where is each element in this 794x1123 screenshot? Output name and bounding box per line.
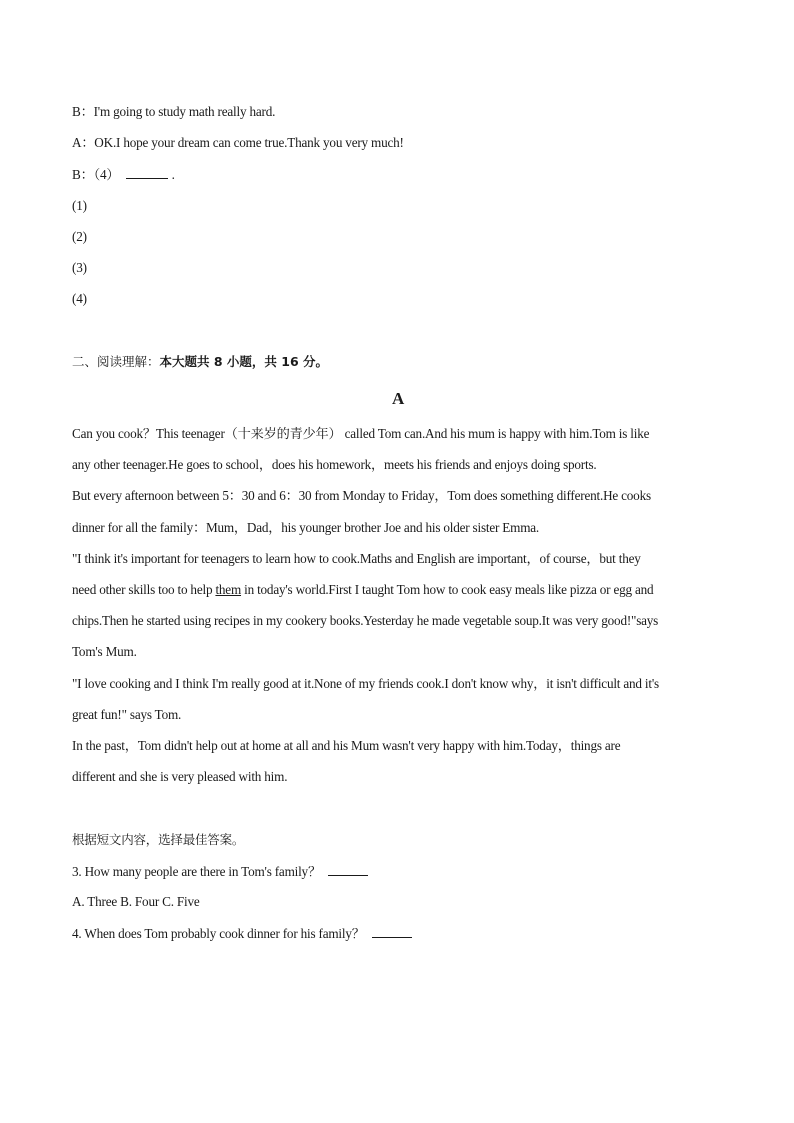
underlined-word-them: them xyxy=(215,582,242,597)
passage-line-6-after: in today's world.First I taught Tom how to cook easy meals like pizza or egg and xyxy=(241,582,654,597)
dialogue-line-b2-suffix: . xyxy=(171,167,175,182)
answer-label-4: (4) xyxy=(72,291,87,306)
answer-label-2: (2) xyxy=(72,229,87,244)
question-3-options: A. Three B. Four C. Five xyxy=(72,894,200,909)
passage-line-5: "I think it's important for teenagers to learn how to cook.Maths and English are important，of course，but they xyxy=(72,551,641,566)
dialogue-line-a: A：OK.I hope your dream can come true.Thank you very much! xyxy=(72,135,404,150)
passage-line-2: any other teenager.He goes to school，does his homework，meets his friends and enjoys doing sports. xyxy=(72,457,597,472)
section-heading-prefix: 二、阅读理解： xyxy=(72,354,160,369)
question-3-text: 3. How many people are there in Tom's family？ xyxy=(72,864,321,879)
question-3 xyxy=(72,863,368,880)
section-heading xyxy=(72,354,328,370)
passage-line-6-before: need other skills too to help xyxy=(72,582,216,597)
question-instruction: 根据短文内容，选择最佳答案。 xyxy=(72,832,245,847)
answer-blank-4[interactable] xyxy=(126,166,168,179)
passage-line-1 xyxy=(72,426,649,442)
passage-line-10: great fun!" says Tom. xyxy=(72,707,182,722)
dialogue-line-b1: B：I'm going to study math really hard. xyxy=(72,104,276,119)
dialogue-line-b2-prefix: B：（4） xyxy=(72,167,120,182)
answer-blank-q3[interactable] xyxy=(328,863,368,876)
passage-line-6 xyxy=(72,582,653,598)
passage-line-3: But every afternoon between 5：30 and 6：30 from Monday to Friday，Tom does something different.He cooks xyxy=(72,488,651,503)
passage-line-1-text: Can you cook？This teenager（十来岁的青少年） called Tom can.And his mum is happy with him.Tom is like xyxy=(72,426,650,441)
passage-line-11: In the past，Tom didn't help out at home at all and his Mum wasn't very happy with him.Today，things are xyxy=(72,738,621,753)
passage-line-9: "I love cooking and I think I'm really good at it.None of my friends cook.I don't know why，it isn't difficult and it's xyxy=(72,676,659,691)
passage-line-4: dinner for all the family：Mum，Dad，his younger brother Joe and his older sister Emma. xyxy=(72,520,540,535)
answer-blank-q4[interactable] xyxy=(372,925,412,938)
dialogue-line-b2 xyxy=(72,166,175,183)
question-4-text: 4. When does Tom probably cook dinner for his family？ xyxy=(72,926,365,941)
passage-title: A xyxy=(391,389,405,408)
passage-line-7: chips.Then he started using recipes in my cookery books.Yesterday he made vegetable soup.It was very good!"says xyxy=(72,613,659,628)
answer-label-3: (3) xyxy=(72,260,87,275)
passage-line-12: different and she is very pleased with him. xyxy=(72,769,288,784)
question-4 xyxy=(72,925,412,942)
passage-line-8: Tom's Mum. xyxy=(72,644,137,659)
section-heading-bold: 本大题共 8 小题，共 16 分。 xyxy=(159,354,329,369)
answer-label-1: (1) xyxy=(72,198,87,213)
